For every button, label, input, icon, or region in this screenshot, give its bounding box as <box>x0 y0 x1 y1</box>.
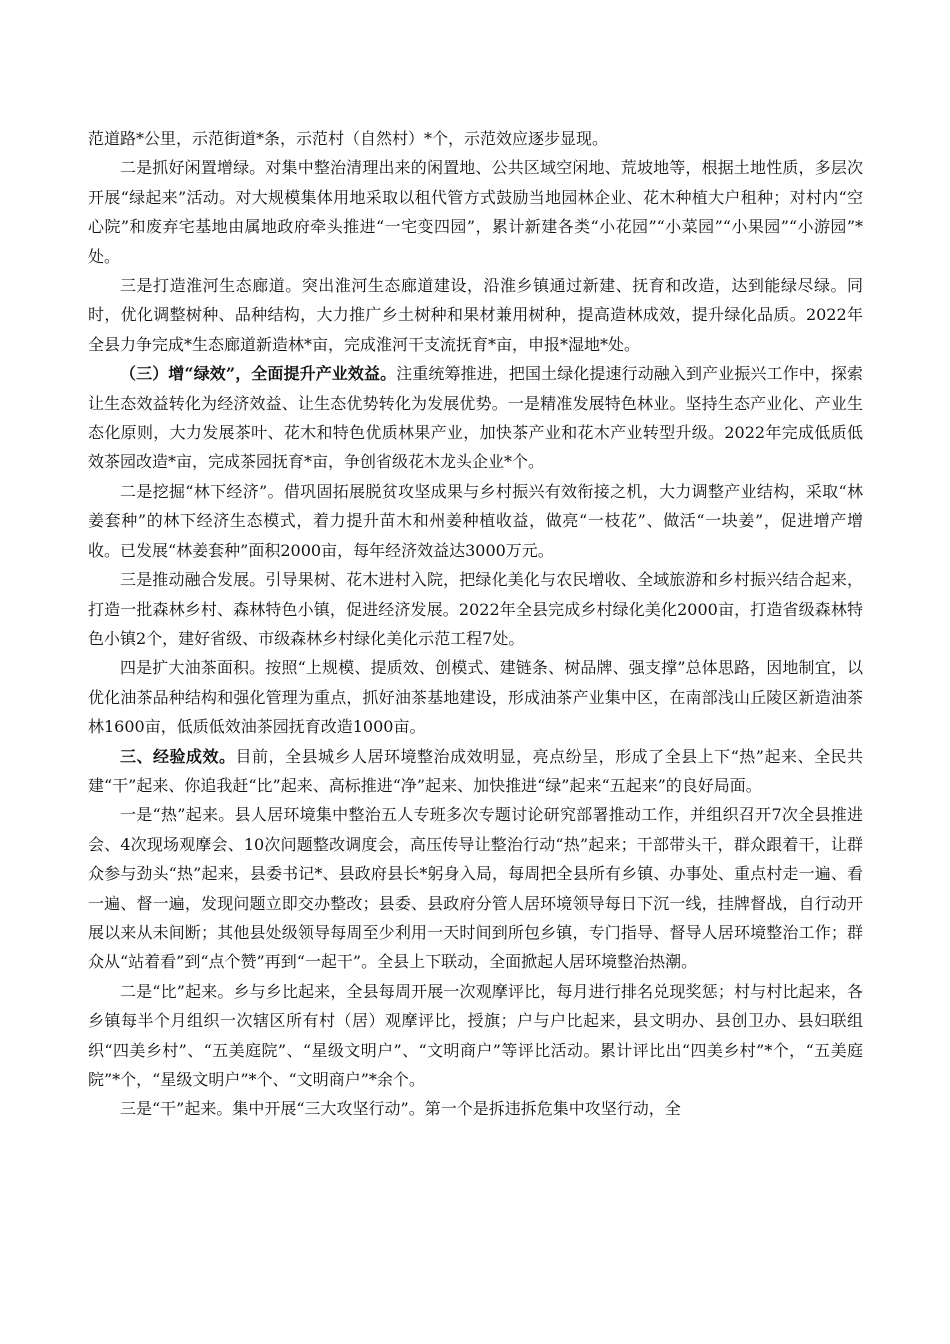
paragraph-text: 三是打造淮河生态廊道。突出淮河生态廊道建设，沿淮乡镇通过新建、抚育和改造，达到能绿尽绿。同时，优化调整树种、品种结构，大力推广乡土树种和果材兼用树种，提高造林成效，提升绿化品质。2022年全县力争完成*生态廊道新造林*亩，完成淮河干支流抚育*亩，申报*湿地*处。 <box>88 276 863 354</box>
paragraph-text: 一是“热”起来。县人居环境集中整治五人专班多次专题讨论研究部署推动工作，并组织召开7次全县推进会、4次现场观摩会、10次问题整改调度会，高压传导让整治行动“热”起来；干部带头干，群众跟着干，让群众参与劲头“热”起来，县委书记*、县政府县长*躬身入局，每周把全县所有乡镇、办事处、重点村走一遍、看一遍、督一遍，发现问题立即交办整改；县委、县政府分管人居环境领导每日下沉一线，挂牌督战，自行动开展以来从未间断；其他县处级领导每周至少利用一天时间到所包乡镇，专门指导、督导人居环境整治工作；群众从“站着看”到“点个赞”再到“一起干”。全县上下联动，全面掀起人居环境整治热潮。 <box>88 805 863 972</box>
paragraph-text: 二是“比”起来。乡与乡比起来，全县每周开展一次观摩评比，每月进行排名兑现奖惩；村与村比起来，各乡镇每半个月组织一次辖区所有村（居）观摩评比，授旗；户与户比起来，县文明办、县创卫办、县妇联组织“四美乡村”、“五美庭院”、“星级文明户”、“文明商户”等评比活动。累计评比出“四美乡村”*个，“五美庭院”*个，“星级文明户”*个、“文明商户”*余个。 <box>88 981 863 1089</box>
paragraph-10 <box>88 977 863 1095</box>
section-heading: 三、经验成效。 <box>120 746 236 766</box>
section-heading: （三）增“绿效”，全面提升产业效益。 <box>120 364 397 384</box>
paragraph-7 <box>88 653 863 741</box>
paragraph-text: 二是抓好闲置增绿。对集中整治清理出来的闲置地、公共区域空闲地、荒坡地等，根据土地性质，多层次开展“绿起来”活动。对大规模集体用地采取以租代管方式鼓励当地园林企业、花木种植大户租种；对村内“空心院”和废弃宅基地由属地政府牵头推进“一宅变四园”，累计新建各类“小花园”“小菜园”“小果园”“小游园”*处。 <box>88 158 863 266</box>
document-body <box>88 124 863 1124</box>
paragraph-5 <box>88 477 863 565</box>
paragraph-9 <box>88 800 863 976</box>
paragraph-text: 范道路*公里，示范街道*条，示范村（自然村）*个，示范效应逐步显现。 <box>88 129 609 148</box>
paragraph-6 <box>88 565 863 653</box>
paragraph-3 <box>88 271 863 359</box>
paragraph-8 <box>88 742 863 801</box>
paragraph-text: 目前，全县城乡人居环境整治成效明显，亮点纷呈，形成了全县上下“热”起来、全民共建“干”起来、你追我赶“比”起来、高标推进“净”起来、加快推进“绿”起来“五起来”的良好局面。 <box>88 746 863 795</box>
paragraph-11 <box>88 1094 863 1123</box>
paragraph-text: 二是挖掘“林下经济”。借巩固拓展脱贫攻坚成果与乡村振兴有效衔接之机，大力调整产业结构，采取“林姜套种”的林下经济生态模式，着力提升苗木和州姜种植收益，做亮“一枝花”、做活“一块姜”，促进增产增收。已发展“林姜套种”面积2000亩，每年经济效益达3000万元。 <box>88 481 863 560</box>
paragraph-text: 三是“干”起来。集中开展“三大攻坚行动”。第一个是拆违拆危集中攻坚行动，全 <box>120 1099 681 1119</box>
paragraph-text: 四是扩大油茶面积。按照“上规模、提质效、创模式、建链条、树品牌、强支撑”总体思路，因地制宜，以优化油茶品种结构和强化管理为重点，抓好油茶基地建设，形成油茶产业集中区，在南部浅山丘陵区新造油茶林1600亩，低质低效油茶园抚育改造1000亩。 <box>88 658 863 737</box>
paragraph-2 <box>88 153 863 271</box>
paragraph-1 <box>88 124 863 153</box>
paragraph-4 <box>88 359 863 477</box>
paragraph-text: 三是推动融合发展。引导果树、花木进村入院，把绿化美化与农民增收、全域旅游和乡村振兴结合起来，打造一批森林乡村、森林特色小镇，促进经济发展。2022年全县完成乡村绿化美化2000亩，打造省级森林特色小镇2个，建好省级、市级森林乡村绿化美化示范工程7处。 <box>88 570 863 648</box>
paragraph-text: 注重统筹推进，把国土绿化提速行动融入到产业振兴工作中，探索让生态效益转化为经济效益、让生态优势转化为发展优势。一是精准发展特色林业。坚持生态产业化、产业生态化原则，大力发展茶叶、花木和特色优质林果产业，加快茶产业和花木产业转型升级。2022年完成低质低效茶园改造*亩，完成茶园抚育*亩，争创省级花木龙头企业*个。 <box>88 364 863 472</box>
